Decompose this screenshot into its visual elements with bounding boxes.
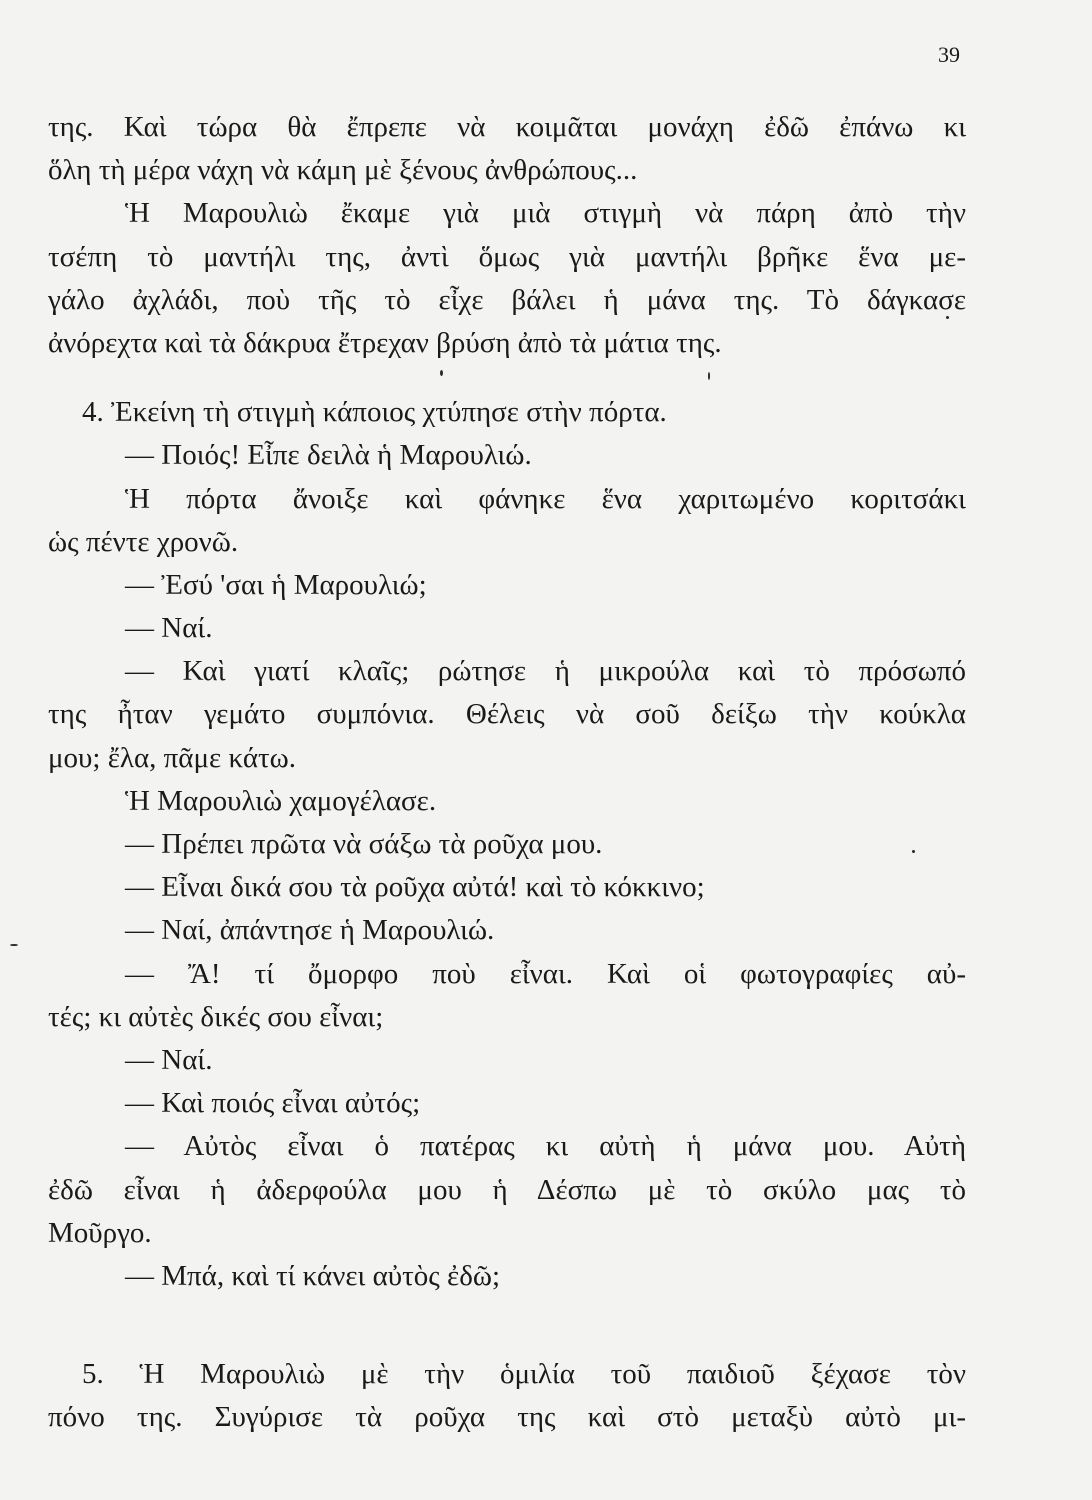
- text-line: μου; ἔλα, πᾶμε κάτω.: [48, 741, 297, 774]
- text-line: Ἡ Μαρουλιὼ ἔκαμε γιὰ μιὰ στιγμὴ νὰ πάρη ἀπὸ τὴν: [125, 197, 966, 230]
- text-line: — Εἶναι δικά σου τὰ ροῦχα αὐτά! καὶ τὸ κόκκινο;: [125, 871, 705, 904]
- text-line: — Μπά, καὶ τί κάνει αὐτὸς ἐδῶ;: [125, 1259, 501, 1292]
- text-line: ἐδῶ εἶναι ἡ ἀδερφούλα μου ἡ Δέσπω μὲ τὸ σκύλο μας τὸ: [48, 1173, 966, 1206]
- body-text: [48, 106, 966, 1439]
- text-line: — Καὶ ποιός εἶναι αὐτός;: [125, 1087, 421, 1120]
- text-line: ὅλη τὴ μέρα νάχη νὰ κάμη μὲ ξένους ἀνθρώπους...: [48, 154, 638, 187]
- text-line: — Ἄ! τί ὄμορφο ποὺ εἶναι. Καὶ οἱ φωτογραφίες αὐ-: [125, 957, 966, 990]
- text-line: πόνο της. Συγύρισε τὰ ροῦχα της καὶ στὸ μεταξὺ αὐτὸ μι-: [48, 1401, 966, 1434]
- text-line: Μοῦργο.: [48, 1216, 152, 1249]
- text-line: της. Καὶ τώρα θὰ ἔπρεπε νὰ κοιμᾶται μονάχη ἐδῶ ἐπάνω κι: [48, 111, 966, 143]
- text-line: τσέπη τὸ μαντήλι της, ἀντὶ ὅμως γιὰ μαντήλι βρῆκε ἕνα με-: [48, 240, 966, 273]
- text-line: Ἡ Μαρουλιὼ χαμογέλασε.: [125, 784, 437, 817]
- paragraph-section-4: [48, 391, 966, 1298]
- text-line: Ἡ πόρτα ἄνοιξε καὶ φάνηκε ἕνα χαριτωμένο κοριτσάκι: [125, 482, 966, 515]
- text-line: — Καὶ γιατί κλαῖς; ρώτησε ἡ μικρούλα καὶ τὸ πρόσωπό: [125, 655, 966, 688]
- text-line: γάλο ἀχλάδι, ποὺ τῆς τὸ εἶχε βάλει ἡ μάνα της. Τὸ δάγκασε: [48, 283, 966, 316]
- text-line: — Ποιός! Εἶπε δειλὰ ἡ Μαρουλιώ.: [125, 439, 532, 472]
- text-line: ὡς πέντε χρονῶ.: [48, 525, 239, 558]
- text-line: 5. Ἡ Μαρουλιὼ μὲ τὴν ὁμιλία τοῦ παιδιοῦ ξέχασε τὸν: [82, 1358, 966, 1391]
- text-line: — Ναί.: [125, 612, 213, 645]
- text-line: ἀνόρεχτα καὶ τὰ δάκρυα ἔτρεχαν βρύση ἀπὸ τὰ μάτια της.: [48, 326, 722, 359]
- scan-speck: [440, 370, 443, 376]
- text-line: — Αὐτὸς εἶναι ὁ πατέρας κι αὐτὴ ἡ μάνα μου. Αὐτὴ: [125, 1130, 966, 1163]
- paragraph-section-1: [48, 106, 966, 365]
- text-line: — Ναί.: [125, 1043, 213, 1076]
- text-line: — Ἐσύ 'σαι ἡ Μαρουλιώ;: [125, 568, 427, 601]
- paragraph-section-5: [48, 1353, 966, 1439]
- page-number: 39: [938, 42, 960, 67]
- scan-speck: [10, 944, 18, 946]
- scan-speck: [912, 850, 915, 853]
- text-line: της ἦταν γεμάτο συμπόνια. Θέλεις νὰ σοῦ δείξω τὴν κούκλα: [48, 698, 966, 731]
- text-line: — Ναί, ἀπάντησε ἡ Μαρουλιώ.: [125, 914, 495, 947]
- text-line: — Πρέπει πρῶτα νὰ σάξω τὰ ροῦχα μου.: [125, 828, 603, 860]
- scan-speck: [708, 372, 710, 380]
- scan-speck: [946, 316, 949, 319]
- section-gap: [48, 365, 966, 391]
- text-line: τές; κι αὐτὲς δικές σου εἶναι;: [48, 1000, 384, 1033]
- text-line: 4. Ἐκείνη τὴ στιγμὴ κάποιος χτύπησε στὴν πόρτα.: [82, 396, 667, 429]
- section-gap: [48, 1298, 966, 1353]
